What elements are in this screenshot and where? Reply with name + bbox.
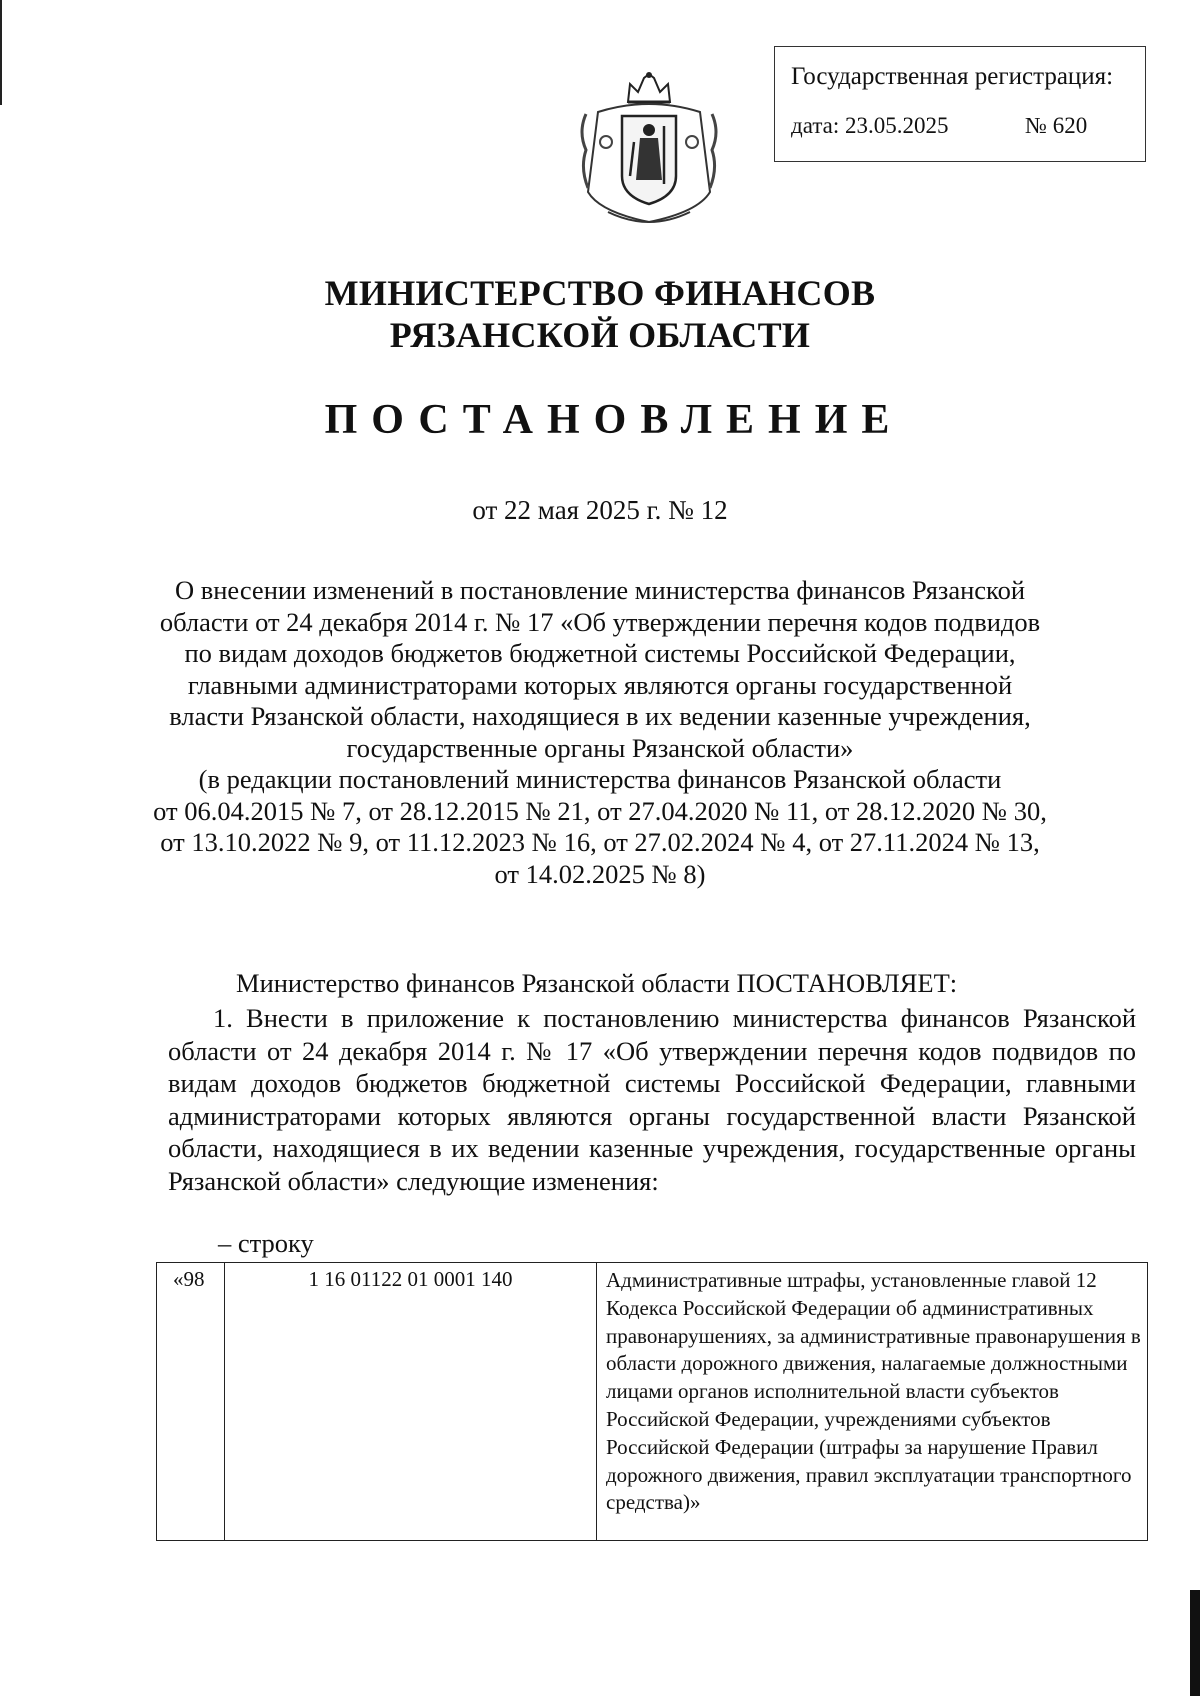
document-type: ПОСТАНОВЛЕНИЕ <box>324 397 904 443</box>
registration-number: № 620 <box>1025 113 1088 138</box>
subject-line: главными администраторами которых являются органы государственной <box>187 669 1013 700</box>
resolution-item-1 <box>168 1002 1136 1197</box>
resolution-intro: Министерство финансов Рязанской области ПОСТАНОВЛЯЕТ: <box>236 968 958 998</box>
registration-stamp <box>774 46 1146 162</box>
table-cell-code <box>225 1263 597 1540</box>
ministry-name <box>0 272 1200 356</box>
table-cell-description <box>597 1263 1147 1540</box>
subject-line: области от 24 декабря 2014 г. № 17 «Об утверждении перечня кодов подвидов <box>159 606 1041 637</box>
subject-line: О внесении изменений в постановление министерства финансов Рязанской <box>174 575 1026 605</box>
ministry-line-1: МИНИСТЕРСТВО ФИНАНСОВ <box>324 273 876 313</box>
scan-edge-mark <box>1190 1590 1200 1696</box>
scan-edge-mark <box>0 0 2 105</box>
subject-line: от 13.10.2022 № 9, от 11.12.2023 № 16, от 27.02.2024 № 4, от 27.11.2024 № 13, <box>160 827 1040 857</box>
change-marker: – строку <box>218 1228 314 1258</box>
coat-of-arms-icon <box>578 72 720 230</box>
codes-table <box>156 1262 1148 1541</box>
row-description: Административные штрафы, установленные главой 12 Кодекса Российской Федерации об административных правонарушениях, за административные правонарушения в области дорожного движения, налагаемые должностными лицами органов исполнительной власти субъектов Российской Федерации, учреждениями субъектов Российской Федерации (штрафы за нарушение Правил дорожного движения, правил эксплуатации транспортного средства)» <box>606 1268 1141 1515</box>
subject-line: (в редакции постановлений министерства финансов Рязанской области <box>198 764 1002 794</box>
registration-date: дата: 23.05.2025 <box>791 113 949 138</box>
row-code: 1 16 01122 01 0001 140 <box>308 1267 513 1291</box>
document-date: от 22 мая 2025 г. № 12 <box>472 495 728 525</box>
ministry-line-2: РЯЗАНСКОЙ ОБЛАСТИ <box>389 315 811 355</box>
subject-line: государственные органы Рязанской области» <box>346 732 854 763</box>
document-subject <box>150 575 1050 890</box>
subject-line: по видам доходов бюджетов бюджетной системы Российской Федерации, <box>184 638 1016 668</box>
row-number: «98 <box>173 1267 205 1291</box>
table-cell-num <box>157 1263 225 1540</box>
item-1-text: 1. Внести в приложение к постановлению министерства финансов Рязанской области от 24 декабря 2014 г. № 17 «Об утверждении перечня кодов подвидов по видам доходов бюджетов бюджетной системы Российской Федерации, главными администраторами которых являются органы государственной власти Рязанской области, находящиеся в их ведении казенные учреждения, государственные органы Рязанской области» следующие изменения: <box>168 1003 1136 1196</box>
subject-line: от 06.04.2015 № 7, от 28.12.2015 № 21, от 27.04.2020 № 11, от 28.12.2020 № 30, <box>153 795 1047 826</box>
registration-title: Государственная регистрация: <box>791 63 1114 90</box>
subject-line: от 14.02.2025 № 8) <box>494 858 706 889</box>
subject-line: власти Рязанской области, находящиеся в их ведении казенные учреждения, <box>169 701 1031 731</box>
